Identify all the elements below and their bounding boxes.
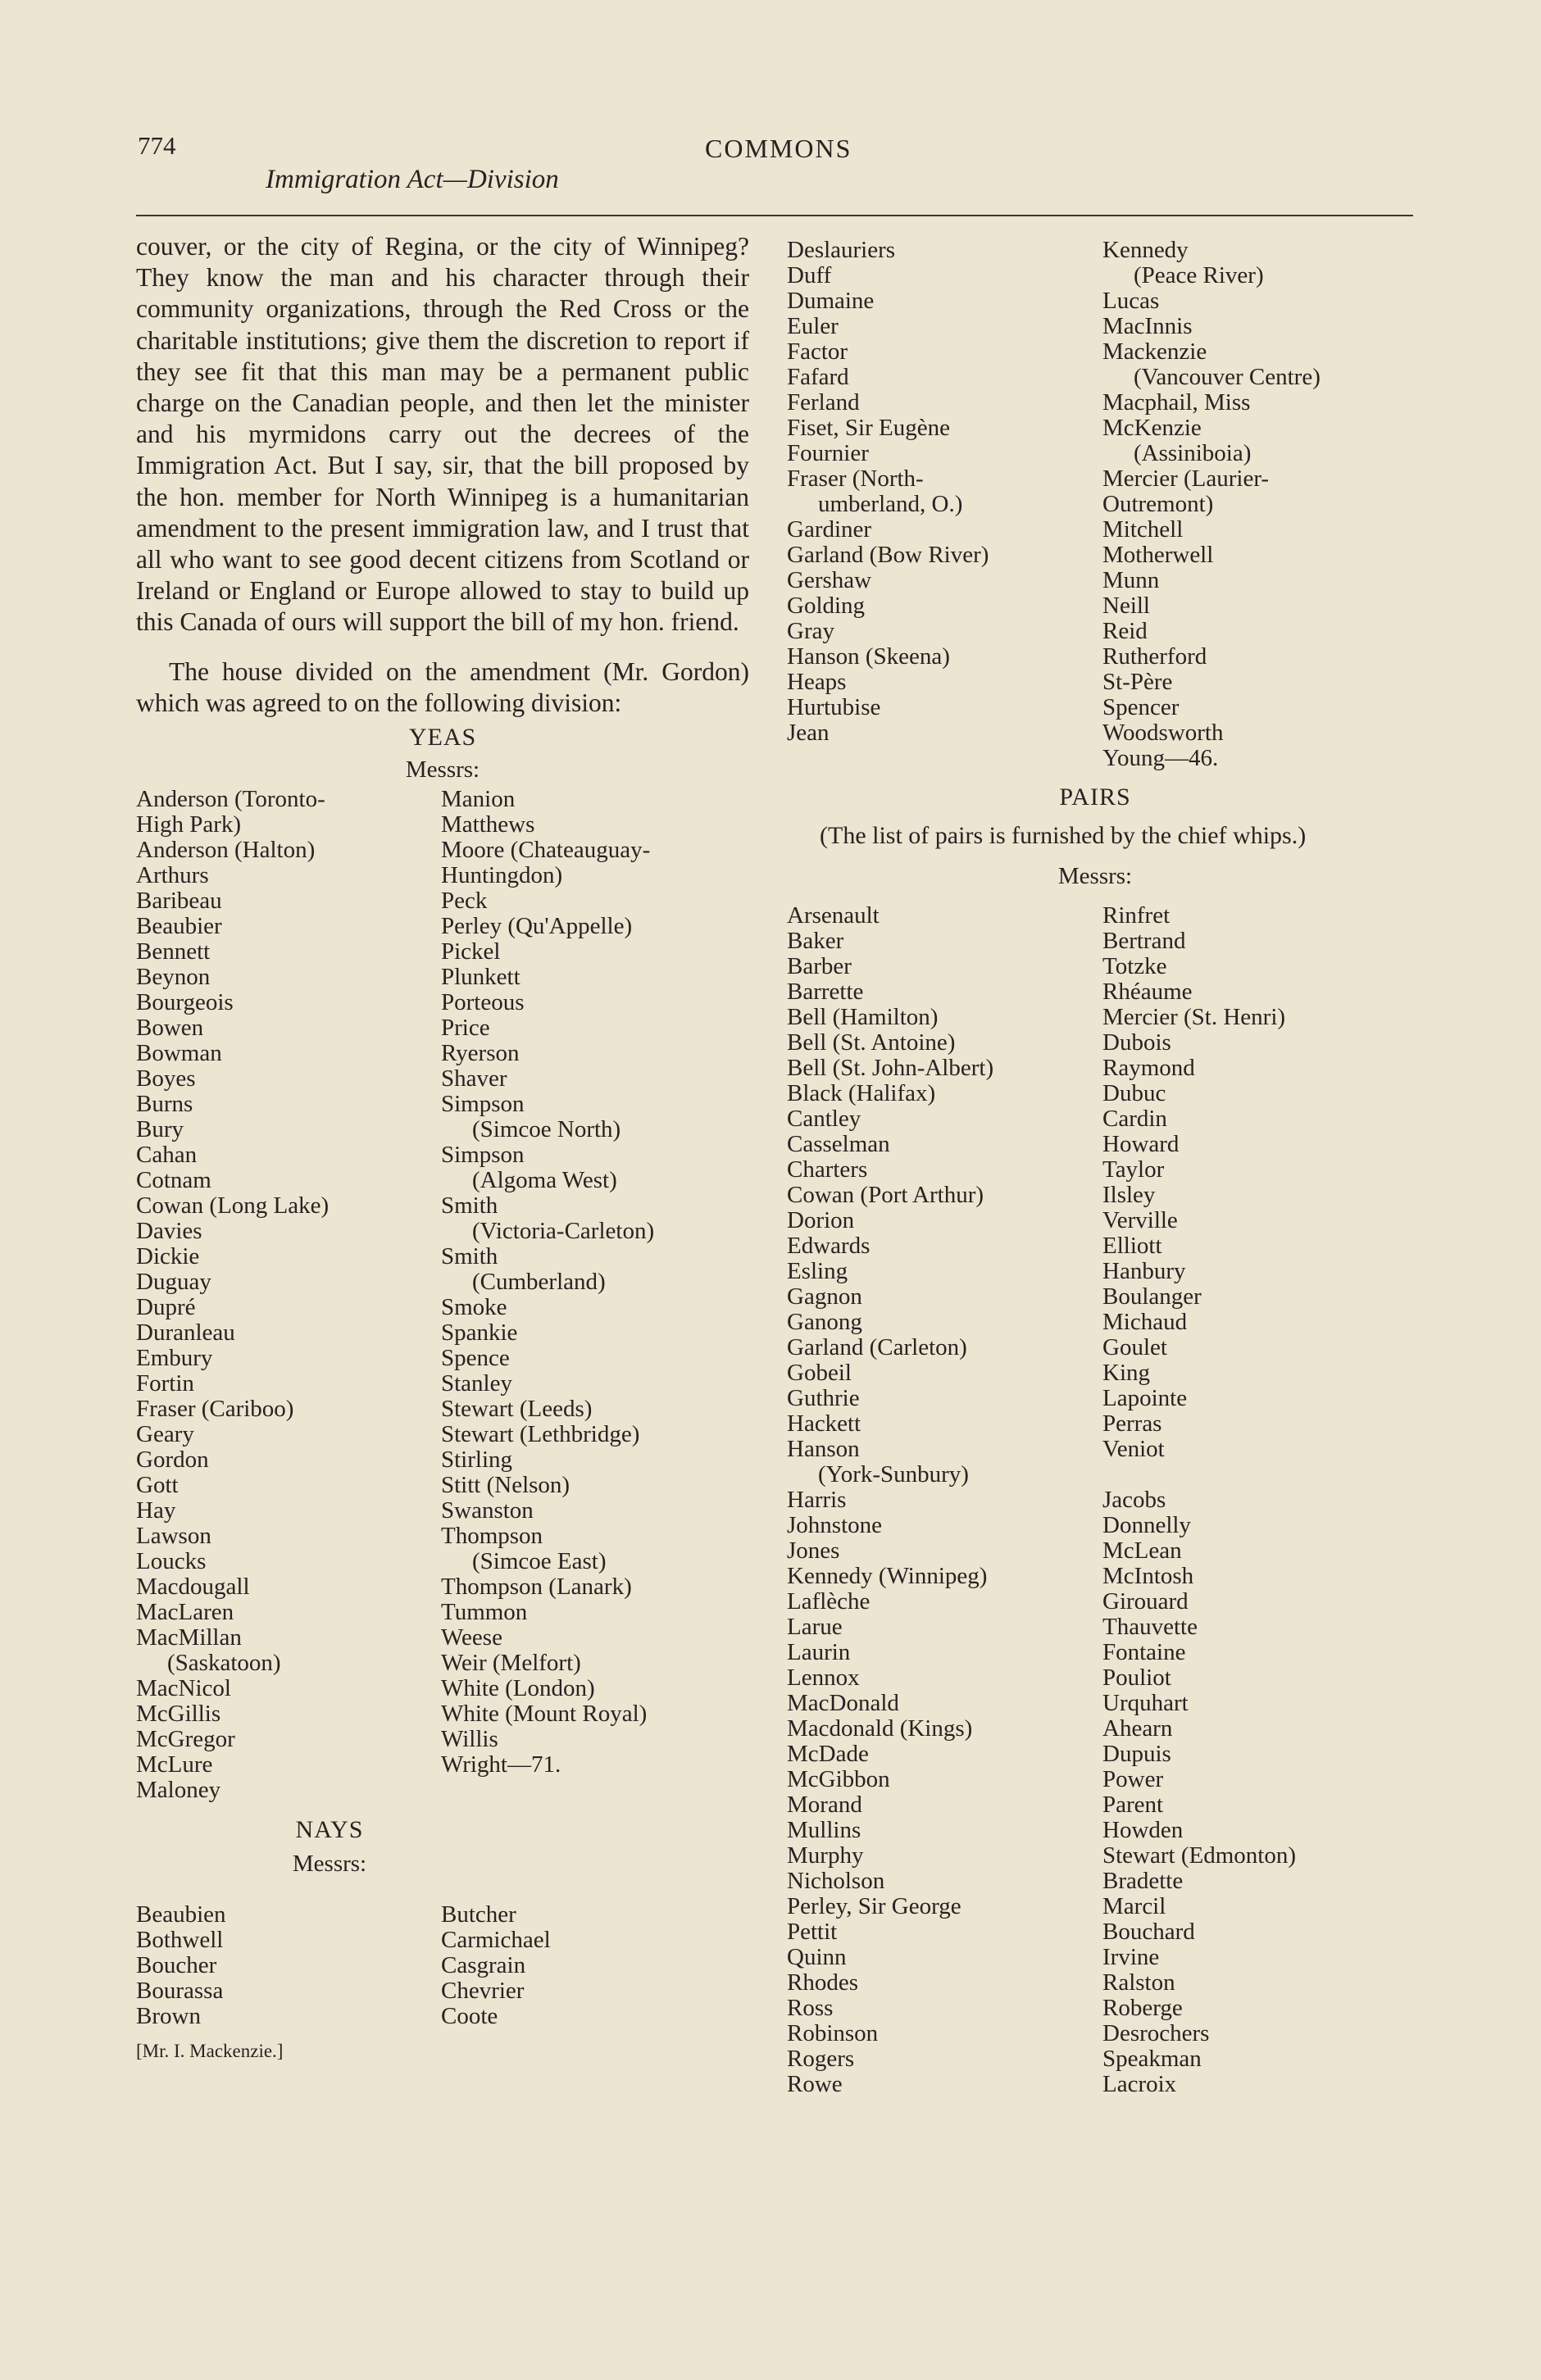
member-name: Macdonald (Kings) <box>787 1715 973 1742</box>
member-name: Arsenault <box>787 902 880 929</box>
member-name: (Simcoe East) <box>472 1548 607 1575</box>
pairs-column-1 <box>787 903 1102 2097</box>
member-name: Mullins <box>787 1817 861 1843</box>
member-name: Duff <box>787 262 832 288</box>
member-name: Young—46. <box>1102 745 1219 771</box>
member-name: Larue <box>787 1614 843 1640</box>
member-name: Reid <box>1102 618 1148 644</box>
page-title: COMMONS <box>705 134 852 163</box>
member-name: MacLaren <box>136 1599 234 1626</box>
member-name: McGregor <box>136 1726 235 1753</box>
member-name: McDade <box>787 1741 869 1767</box>
member-name: (Algoma West) <box>472 1167 617 1194</box>
member-name: Fraser (Cariboo) <box>136 1396 294 1423</box>
member-name: Nicholson <box>787 1868 885 1894</box>
nays-list-left <box>136 1902 749 2029</box>
member-name: Baker <box>787 928 844 954</box>
speaker-footnote: [Mr. I. Mackenzie.] <box>136 2041 284 2062</box>
member-name: Smith <box>441 1243 498 1270</box>
member-name: Totzke <box>1102 953 1167 979</box>
member-name: Garland (Bow River) <box>787 542 989 568</box>
member-name: Stanley <box>441 1370 512 1397</box>
member-name: Weese <box>441 1624 502 1651</box>
member-name: Speakman <box>1102 2046 1202 2072</box>
member-name: McGibbon <box>787 1766 890 1792</box>
member-name: Fournier <box>787 440 869 466</box>
member-name: Guthrie <box>787 1385 860 1411</box>
member-name: Lacroix <box>1102 2071 1177 2097</box>
member-name: Woodsworth <box>1102 720 1224 746</box>
member-name: Chevrier <box>441 1978 525 2005</box>
member-name: Gardiner <box>787 516 872 543</box>
nays-heading: NAYS <box>295 1816 364 1844</box>
member-name: Dubois <box>1102 1029 1171 1056</box>
member-name: Quinn <box>787 1944 847 1970</box>
member-name: Rutherford <box>1102 643 1207 670</box>
member-name: MacDonald <box>787 1690 899 1716</box>
member-name: Gott <box>136 1472 179 1499</box>
member-name: Ahearn <box>1102 1715 1173 1742</box>
member-name: Gordon <box>136 1447 209 1474</box>
pairs-note: (The list of pairs is furnished by the chief whips.) <box>820 822 1307 849</box>
member-name: Desrochers <box>1102 2020 1210 2046</box>
member-name: Spence <box>441 1345 510 1372</box>
member-name: Jean <box>787 720 830 746</box>
member-name: (Saskatoon) <box>167 1650 281 1677</box>
member-name: Golding <box>787 593 866 619</box>
member-name: Dumaine <box>787 288 875 314</box>
member-name: Thompson <box>441 1523 543 1550</box>
member-name: (Vancouver Centre) <box>1134 364 1321 390</box>
member-name: Neill <box>1102 593 1150 619</box>
member-name: Michaud <box>1102 1309 1188 1335</box>
member-name: Garland (Carleton) <box>787 1334 967 1360</box>
member-name: Jones <box>787 1537 840 1564</box>
member-name: Harris <box>787 1487 847 1513</box>
member-name: Hackett <box>787 1410 861 1437</box>
member-name: Davies <box>136 1218 202 1245</box>
nays-column-3 <box>787 238 1102 771</box>
member-name: Swanston <box>441 1497 534 1524</box>
member-name: Edwards <box>787 1233 871 1259</box>
yeas-list <box>136 787 749 1803</box>
member-name: Thompson (Lanark) <box>441 1574 632 1601</box>
member-name: Perley, Sir George <box>787 1893 961 1919</box>
member-name: Gershaw <box>787 567 872 593</box>
member-name: Lennox <box>787 1665 860 1691</box>
member-name: (York-Sunbury) <box>818 1461 969 1488</box>
member-name: Gray <box>787 618 834 644</box>
member-name: Mercier (Laurier- <box>1102 466 1270 492</box>
member-name: Rogers <box>787 2046 855 2072</box>
member-name: Bourassa <box>136 1978 224 2005</box>
page-number: 774 <box>138 131 176 160</box>
yeas-column-2 <box>441 787 654 1803</box>
member-name: Barrette <box>787 979 864 1005</box>
member-name: Fiset, Sir Eugène <box>787 415 950 441</box>
nays-list-right <box>787 238 1321 771</box>
member-name: Duguay <box>136 1269 211 1296</box>
member-name: Girouard <box>1102 1588 1189 1615</box>
member-name: Ralston <box>1102 1969 1175 1996</box>
member-name: Perras <box>1102 1410 1162 1437</box>
member-name: White (Mount Royal) <box>441 1701 648 1728</box>
member-name: Fontaine <box>1102 1639 1186 1665</box>
member-name: Bell (St. John-Albert) <box>787 1055 994 1081</box>
member-name: Power <box>1102 1766 1164 1792</box>
member-name: Bury <box>136 1116 184 1143</box>
speech-paragraph: couver, or the city of Regina, or the city of Winnipeg? They know the man and his character through their community organizations, through the Red Cross or the charitable institutions; give them the discretion to report if they see fit that this man may be a permanent public charge on the Canadian people, and then let the minister and his myrmidons carry out the decrees of the Immigration Act. But I say, sir, that the bill proposed by the hon. member for North Winnipeg is a humanitarian amendment to the present immigration law, and I trust that all who want to see good decent citizens from Scotland or Ireland or England or Europe allowed to stay to build up this Canada of ours will support the bill of my hon. friend. <box>136 232 749 637</box>
member-name: Heaps <box>787 669 847 695</box>
member-name: Matthews <box>441 811 535 838</box>
member-name: MacMillan <box>136 1624 242 1651</box>
member-name: Bertrand <box>1102 928 1186 954</box>
member-name: Johnstone <box>787 1512 882 1538</box>
member-name: Bouchard <box>1102 1919 1195 1945</box>
member-name: McIntosh <box>1102 1563 1194 1589</box>
member-name: Roberge <box>1102 1995 1183 2021</box>
member-name: Weir (Melfort) <box>441 1650 581 1677</box>
member-name: Simpson <box>441 1142 525 1169</box>
member-name: Ilsley <box>1102 1182 1156 1208</box>
yeas-messrs-label: Messrs: <box>405 756 480 783</box>
member-name: (Peace River) <box>1134 262 1264 288</box>
member-name: Deslauriers <box>787 237 896 263</box>
member-name: Howard <box>1102 1131 1180 1157</box>
member-name: Donnelly <box>1102 1512 1191 1538</box>
member-name: Dupré <box>136 1294 196 1321</box>
member-name: Moore (Chateauguay- <box>441 837 651 864</box>
member-name: Pettit <box>787 1919 838 1945</box>
member-name: McKenzie <box>1102 415 1202 441</box>
member-name: Pickel <box>441 938 501 965</box>
member-name: Arthurs <box>136 862 209 889</box>
member-name: Cardin <box>1102 1106 1167 1132</box>
member-name: Elliott <box>1102 1233 1162 1259</box>
member-name: White (London) <box>441 1675 595 1702</box>
member-name: Manion <box>441 786 516 813</box>
member-name: Outremont) <box>1102 491 1214 517</box>
member-name: Rhéaume <box>1102 979 1193 1005</box>
member-name: Veniot <box>1102 1436 1165 1462</box>
member-name: Wright—71. <box>441 1751 561 1778</box>
member-name: Gagnon <box>787 1283 862 1310</box>
member-name: Ryerson <box>441 1040 520 1067</box>
member-name: Fortin <box>136 1370 194 1397</box>
left-column <box>136 231 749 2062</box>
nays-column-2 <box>441 1902 551 2029</box>
member-name: High Park) <box>136 811 242 838</box>
member-name: Stewart (Lethbridge) <box>441 1421 640 1448</box>
member-name: Plunkett <box>441 964 520 991</box>
member-name: Urquhart <box>1102 1690 1189 1716</box>
nays-column-1 <box>136 1902 441 2029</box>
member-name: Spencer <box>1102 694 1180 720</box>
member-name: Ross <box>787 1995 834 2021</box>
member-name: Verville <box>1102 1207 1178 1233</box>
member-name: umberland, O.) <box>818 491 963 517</box>
member-name: Boulanger <box>1102 1283 1202 1310</box>
pairs-column-2 <box>1102 903 1296 2097</box>
member-name: Rhodes <box>787 1969 858 1996</box>
member-name: Lawson <box>136 1523 211 1550</box>
member-name: Dorion <box>787 1207 855 1233</box>
member-name: Boyes <box>136 1065 196 1092</box>
member-name: McLean <box>1102 1537 1182 1564</box>
member-name: MacInnis <box>1102 313 1193 339</box>
member-name: Parent <box>1102 1792 1164 1818</box>
member-name: Taylor <box>1102 1156 1165 1183</box>
member-name: Hurtubise <box>787 694 881 720</box>
member-name: Smith <box>441 1192 498 1220</box>
member-name: Ganong <box>787 1309 862 1335</box>
member-name: Bowen <box>136 1015 204 1042</box>
member-name: Butcher <box>441 1901 516 1928</box>
member-name: Perley (Qu'Appelle) <box>441 913 633 940</box>
member-name: Cotnam <box>136 1167 211 1194</box>
header-rule <box>136 215 1413 216</box>
member-name: (Assiniboia) <box>1134 440 1252 466</box>
member-name: Tummon <box>441 1599 528 1626</box>
member-name: (Victoria-Carleton) <box>472 1218 655 1245</box>
member-name: Laurin <box>787 1639 851 1665</box>
member-name: Carmichael <box>441 1927 551 1954</box>
member-name: Murphy <box>787 1842 864 1869</box>
member-name: Simpson <box>441 1091 525 1118</box>
member-name: Cantley <box>787 1106 861 1132</box>
member-name: Rowe <box>787 2071 843 2097</box>
member-name: Anderson (Halton) <box>136 837 316 864</box>
member-name: Brown <box>136 2003 201 2030</box>
member-name: Geary <box>136 1421 194 1448</box>
member-name: Rinfret <box>1102 902 1171 929</box>
member-name: Bradette <box>1102 1868 1184 1894</box>
member-name: Loucks <box>136 1548 207 1575</box>
pairs-heading: PAIRS <box>1059 783 1131 811</box>
member-name: Bothwell <box>136 1927 224 1954</box>
member-name: Ferland <box>787 389 860 416</box>
member-name: McGillis <box>136 1701 221 1728</box>
pairs-list <box>787 903 1403 2097</box>
member-name: Smoke <box>441 1294 507 1321</box>
member-name: Mackenzie <box>1102 338 1207 365</box>
yeas-column-1 <box>136 787 441 1803</box>
member-name: Burns <box>136 1091 193 1118</box>
member-name: Anderson (Toronto- <box>136 786 325 813</box>
member-name: Pouliot <box>1102 1665 1171 1691</box>
member-name: Irvine <box>1102 1944 1160 1970</box>
member-name: Howden <box>1102 1817 1184 1843</box>
member-name: Factor <box>787 338 848 365</box>
member-name: Price <box>441 1015 490 1042</box>
member-name: Duranleau <box>136 1319 235 1347</box>
member-name: Thauvette <box>1102 1614 1198 1640</box>
member-name: Mercier (St. Henri) <box>1102 1004 1286 1030</box>
member-name: Bell (Hamilton) <box>787 1004 939 1030</box>
member-name: Hay <box>136 1497 176 1524</box>
member-name: Boucher <box>136 1952 217 1979</box>
member-name: Beaubien <box>136 1901 226 1928</box>
member-name: Motherwell <box>1102 542 1214 568</box>
member-name: Goulet <box>1102 1334 1167 1360</box>
yeas-heading: YEAS <box>408 724 477 752</box>
member-name: Marcil <box>1102 1893 1166 1919</box>
member-name: Stirling <box>441 1447 513 1474</box>
member-name: Gobeil <box>787 1360 852 1386</box>
section-subtitle: Immigration Act—Division <box>266 165 559 194</box>
member-name: Kennedy (Winnipeg) <box>787 1563 988 1589</box>
member-name: Spankie <box>441 1319 518 1347</box>
nays-messrs-label: Messrs: <box>292 1851 367 1878</box>
member-name: Hanson (Skeena) <box>787 643 950 670</box>
member-name: Baribeau <box>136 888 222 915</box>
nays-column-4 <box>1102 238 1321 771</box>
member-name: Esling <box>787 1258 848 1284</box>
member-name: (Cumberland) <box>472 1269 606 1296</box>
division-paragraph: The house divided on the amendment (Mr. Gordon) which was agreed to on the following division: <box>136 656 749 717</box>
member-name: Casgrain <box>441 1952 526 1979</box>
member-name: King <box>1102 1360 1150 1386</box>
member-name: Charters <box>787 1156 868 1183</box>
member-name: Lucas <box>1102 288 1160 314</box>
member-name: Cowan (Port Arthur) <box>787 1182 984 1208</box>
member-name: Hanbury <box>1102 1258 1186 1284</box>
member-name: Stitt (Nelson) <box>441 1472 570 1499</box>
member-name: Laflèche <box>787 1588 871 1615</box>
member-name: Mitchell <box>1102 516 1184 543</box>
pairs-messrs-label: Messrs: <box>1057 863 1133 889</box>
member-name: McLure <box>136 1751 213 1778</box>
member-name: Fraser (North- <box>787 466 924 492</box>
member-name: Dickie <box>136 1243 200 1270</box>
member-name: Bennett <box>136 938 211 965</box>
member-name: Stewart (Edmonton) <box>1102 1842 1296 1869</box>
member-name: Dupuis <box>1102 1741 1171 1767</box>
member-name: Black (Halifax) <box>787 1080 936 1106</box>
pairs-section <box>787 783 1403 2097</box>
member-name: Huntingdon) <box>441 862 563 889</box>
member-name: Hanson <box>787 1436 860 1462</box>
member-name: Bell (St. Antoine) <box>787 1029 956 1056</box>
member-name: Porteous <box>441 989 525 1016</box>
member-name: Kennedy <box>1102 237 1189 263</box>
member-name: (Simcoe North) <box>472 1116 621 1143</box>
member-name: St-Père <box>1102 669 1173 695</box>
member-name: Shaver <box>441 1065 507 1092</box>
member-name: Beaubier <box>136 913 222 940</box>
member-name: Robinson <box>787 2020 879 2046</box>
member-name: Euler <box>787 313 839 339</box>
member-name: Macphail, Miss <box>1102 389 1251 416</box>
member-name: Lapointe <box>1102 1385 1188 1411</box>
member-name: Peck <box>441 888 488 915</box>
member-name: MacNicol <box>136 1675 231 1702</box>
member-name: Bowman <box>136 1040 222 1067</box>
member-name: Barber <box>787 953 852 979</box>
member-name <box>1102 1462 1296 1488</box>
member-name: Cowan (Long Lake) <box>136 1192 330 1220</box>
member-name: Bourgeois <box>136 989 234 1016</box>
member-name: Raymond <box>1102 1055 1195 1081</box>
member-name: Stewart (Leeds) <box>441 1396 593 1423</box>
member-name: Macdougall <box>136 1574 250 1601</box>
member-name: Fafard <box>787 364 849 390</box>
member-name: Morand <box>787 1792 862 1818</box>
member-name: Beynon <box>136 964 211 991</box>
member-name: Munn <box>1102 567 1160 593</box>
member-name: Casselman <box>787 1131 890 1157</box>
member-name: Coote <box>441 2003 498 2030</box>
member-name: Cahan <box>136 1142 198 1169</box>
member-name: Embury <box>136 1345 213 1372</box>
member-name: Willis <box>441 1726 498 1753</box>
member-name: Jacobs <box>1102 1487 1166 1513</box>
member-name: Maloney <box>136 1777 221 1804</box>
member-name: Dubuc <box>1102 1080 1166 1106</box>
